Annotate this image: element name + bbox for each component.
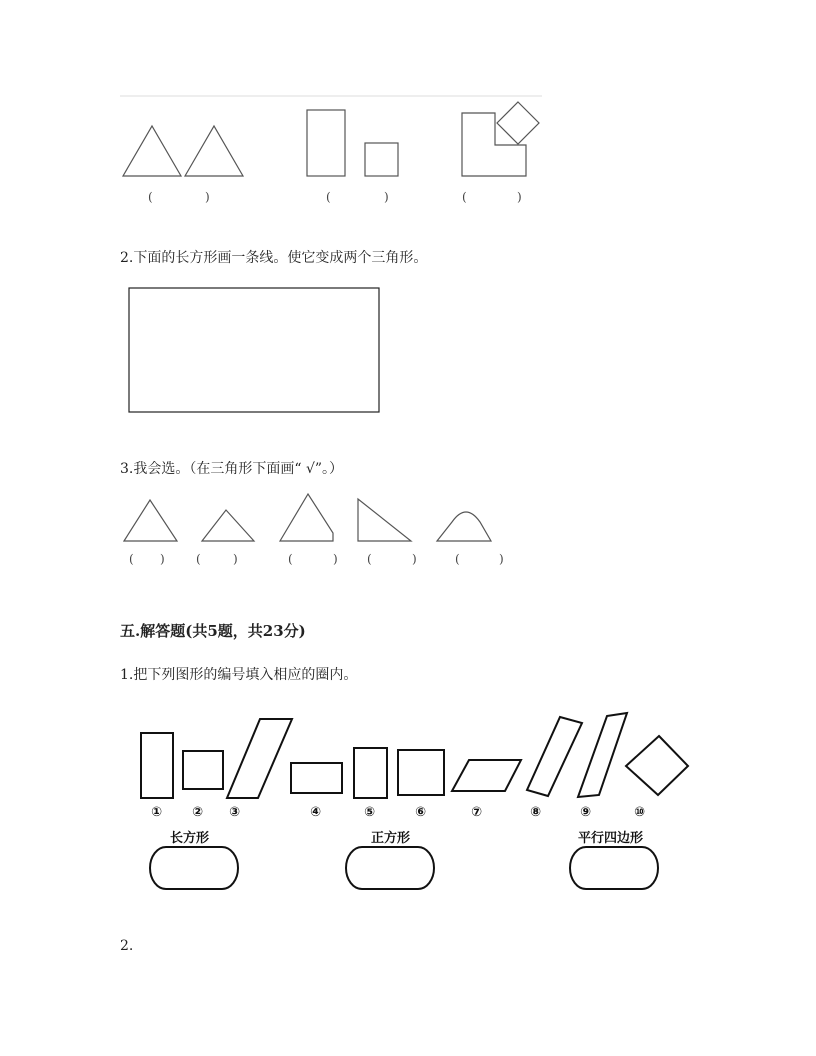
shape-number: ⑥ <box>415 805 427 820</box>
answer-paren: ( <box>455 552 460 566</box>
answer-paren: ( <box>367 552 372 566</box>
rotated-square-shape <box>497 102 539 144</box>
triangle-shape <box>185 126 243 176</box>
answer-paren: ) <box>205 190 210 204</box>
shape-5-rect <box>354 748 387 798</box>
answer-paren: ) <box>333 552 338 566</box>
group-label-rectangle: 长方形 <box>170 831 210 846</box>
shape-2-square <box>183 751 223 789</box>
shape-10-rhombus <box>626 736 688 795</box>
group-label-square: 正方形 <box>371 831 411 846</box>
shape-7-parallelogram <box>452 760 521 791</box>
rectangle-shape <box>307 110 345 176</box>
shape-number: ⑦ <box>471 805 483 820</box>
shape-number: ② <box>192 805 204 820</box>
shape-number: ⑨ <box>580 805 592 820</box>
shape-3-parallelogram <box>227 719 292 798</box>
shape-number: ④ <box>310 805 322 820</box>
answer-paren: ( <box>129 552 134 566</box>
answer-paren: ) <box>499 552 504 566</box>
group-label-parallelogram: 平行四边形 <box>578 831 644 846</box>
answer-paren: ) <box>412 552 417 566</box>
q3-triangle-2 <box>202 510 254 541</box>
q2-rectangle[interactable] <box>129 288 379 412</box>
shape-number: ⑩ <box>634 805 646 820</box>
shape-6-square <box>398 750 444 795</box>
shape-number: ① <box>151 805 163 820</box>
question-3-text: 3.我会选。（在三角形下面画“ √”。） <box>120 461 344 477</box>
answer-paren: ( <box>196 552 201 566</box>
answer-paren: ) <box>233 552 238 566</box>
answer-paren: ( <box>288 552 293 566</box>
shape-number: ⑧ <box>530 805 542 820</box>
answer-oval-square[interactable] <box>346 847 434 889</box>
notched-shape <box>462 113 526 176</box>
answer-paren: ) <box>384 190 389 204</box>
shape-number: ⑤ <box>364 805 376 820</box>
shape-9-parallelogram <box>578 713 627 797</box>
answer-paren: ( <box>148 190 153 204</box>
q3-open-shape <box>280 494 333 541</box>
section-title: 五.解答题(共5题，共23分) <box>120 622 306 640</box>
question-2-text: 2.下面的长方形画一条线。使它变成两个三角形。 <box>120 250 428 266</box>
problem-1-text: 1.把下列图形的编号填入相应的圈内。 <box>120 667 358 683</box>
answer-paren: ( <box>462 190 467 204</box>
answer-paren: ( <box>326 190 331 204</box>
shape-4-rect <box>291 763 342 793</box>
q3-right-triangle <box>358 499 411 541</box>
answer-oval-rectangle[interactable] <box>150 847 238 889</box>
q3-arch-shape <box>437 512 491 541</box>
problem-2-text: 2. <box>120 938 134 954</box>
q3-triangle-1 <box>124 500 177 541</box>
square-shape <box>365 143 398 176</box>
answer-paren: ) <box>160 552 165 566</box>
shape-1-rect <box>141 733 173 798</box>
triangle-shape <box>123 126 181 176</box>
answer-oval-parallelogram[interactable] <box>570 847 658 889</box>
shape-number: ③ <box>229 805 241 820</box>
shape-8-parallelogram <box>527 717 582 796</box>
answer-paren: ) <box>517 190 522 204</box>
